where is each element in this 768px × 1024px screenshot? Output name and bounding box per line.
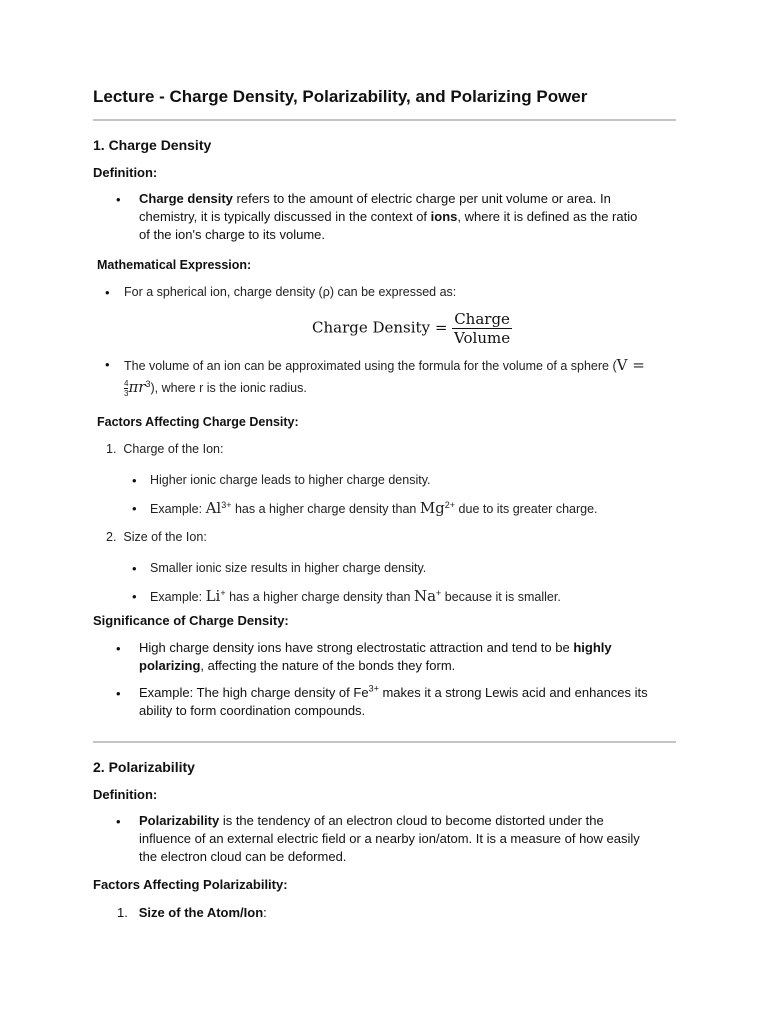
definition-label: Definition: [93, 165, 158, 180]
bullet-marker: • [132, 589, 137, 604]
factor-1-size-of-atom: 1. Size of the Atom/Ion: [117, 905, 267, 920]
charge-density-definition: Charge density refers to the amount of electric charge per unit volume or area. In chemistry, it is typically discussed in the context of ions, where it is defined as the ratio of the ion's charge to its volume. [139, 191, 638, 242]
top-divider [93, 119, 676, 121]
four-thirds-fraction: $\frac{4}{3}$ [124, 379, 129, 399]
factor-2-bullet-1: Smaller ionic size results in higher charge density. [150, 561, 427, 575]
bullet-marker: • [116, 641, 121, 656]
charge-density-equation [312, 310, 512, 347]
factor-1-bullet-1: Higher ionic charge leads to higher charge density. [150, 473, 431, 487]
bullet-marker: • [132, 473, 137, 488]
factor-2-example: Example: Li+ has a higher charge density than Na+ because it is smaller. [150, 587, 561, 605]
bullet-marker: • [105, 357, 110, 372]
section-heading-charge-density: 1. Charge Density [93, 137, 212, 153]
equation-fraction [452, 310, 512, 347]
significance-bullet-1: High charge density ions have strong electrostatic attraction and tend to be highly polarizing, affecting the nature of the bonds they form. [139, 640, 612, 673]
factor-2-size-of-ion: 2. Size of the Ion: [106, 530, 207, 544]
math-expression-label: Mathematical Expression: [97, 258, 252, 272]
bullet-marker: • [116, 192, 121, 207]
bullet-marker: • [132, 501, 137, 516]
term-polarizability: Polarizability [139, 813, 220, 828]
equation-numerator: Charge [454, 310, 510, 328]
factor-1-charge-of-ion: 1. Charge of the Ion: [106, 442, 224, 456]
factor-1-example: Example: $Al^{3+}$ has a higher charge density than $Mg^{2+}$ due to its greater charge. [150, 499, 598, 517]
equation-lhs: Charge Density = [312, 318, 448, 337]
page-title: Lecture - Charge Density, Polarizability, and Polarizing Power [93, 87, 588, 106]
term-charge-density: Charge density [139, 191, 233, 206]
factors-charge-density-label: Factors Affecting Charge Density: [97, 415, 299, 429]
term-ions: ions [430, 209, 458, 224]
factors-polarizability-label: Factors Affecting Polarizability: [93, 877, 288, 892]
section-divider [93, 741, 676, 743]
spherical-ion-text: For a spherical ion, charge density (ρ) can be expressed as: [124, 285, 457, 299]
bullet-marker: • [116, 686, 121, 701]
significance-label: Significance of Charge Density: [93, 613, 289, 628]
polarizability-definition: Polarizability is the tendency of an electron cloud to become distorted under the influence of an external electric field or a nearby ion/atom. It is a measure of how easily the electron cloud can be deformed. [139, 813, 640, 864]
significance-bullet-2: Example: The high charge density of $Fe^{3+}$ makes it a strong Lewis acid and enhances its ability to form coordination compounds. [139, 683, 648, 718]
bullet-marker: • [132, 561, 137, 576]
definition-label: Definition: [93, 787, 158, 802]
bullet-marker: • [105, 285, 110, 300]
section-heading-polarizability: 2. Polarizability [93, 759, 195, 775]
bullet-marker: • [116, 814, 121, 829]
sphere-volume-text: The volume of an ion can be approximated using the formula for the volume of a sphere (V = $\frac{4}{3}\pi r^3$), where r is the ionic radius. [124, 356, 645, 399]
equation-denominator: Volume [454, 329, 511, 347]
